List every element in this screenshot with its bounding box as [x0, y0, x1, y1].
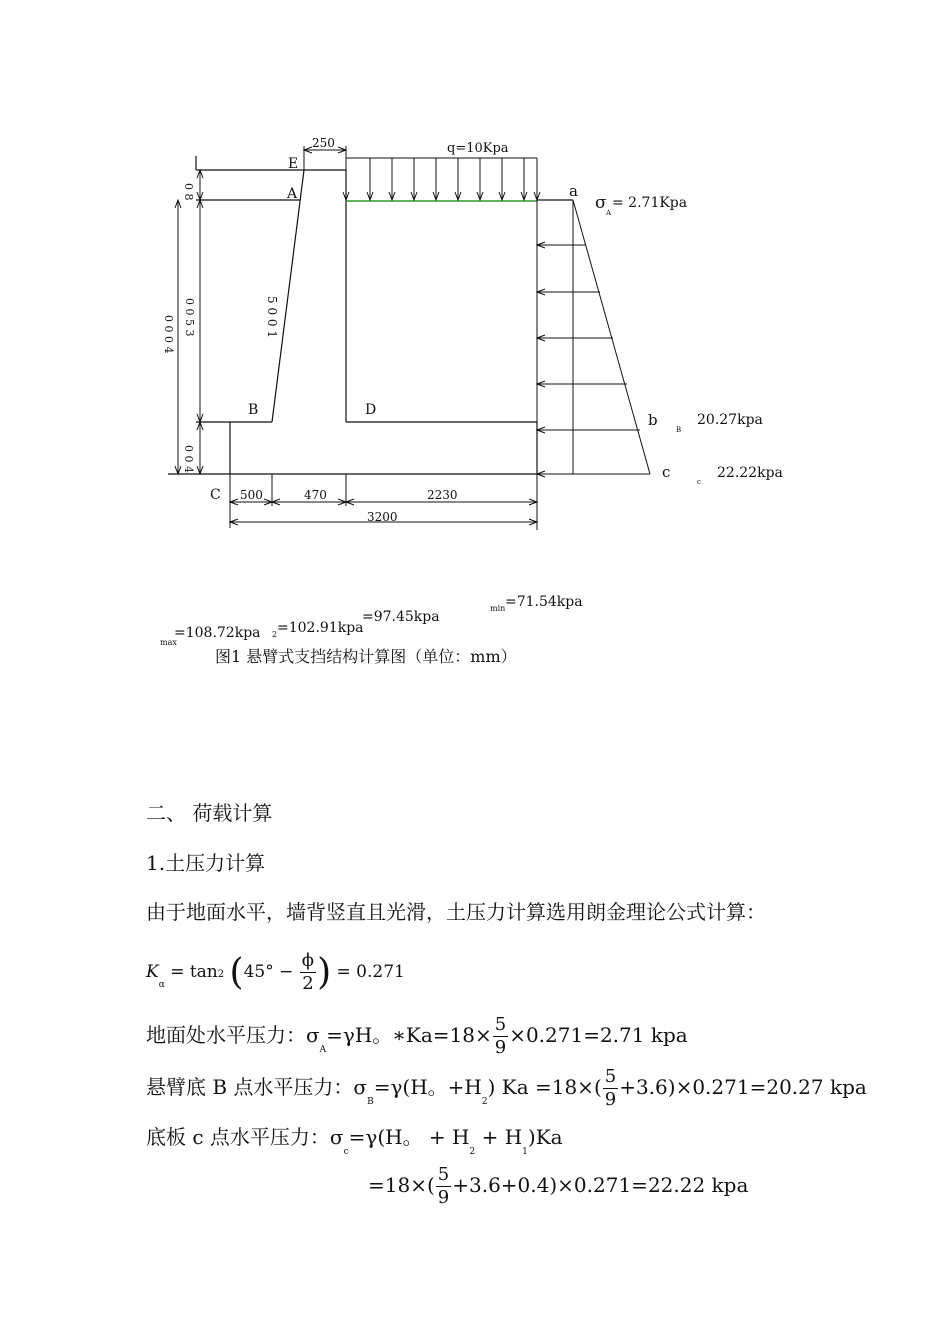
ka-eq: = tan [170, 962, 218, 982]
point-c: c [662, 463, 671, 481]
point-E: E [288, 156, 299, 172]
line-b-sub2: 2 [481, 1097, 488, 1107]
sigma-a-symbol: σ [595, 193, 607, 213]
line-c-expr2: + H [475, 1125, 523, 1149]
pmax-value: =108.72kpa [174, 625, 261, 641]
sigma-a-value: = 2.71Kpa [612, 195, 688, 211]
sigma-b-value: 20.27kpa [697, 412, 763, 428]
intro-paragraph: 由于地面水平，墙背竖直且光滑，土压力计算选用朗金理论公式计算： [146, 900, 766, 924]
line-a-sub: A [319, 1045, 327, 1055]
sigma-b-subscript: B [676, 426, 682, 434]
earth-pressure-diagram [537, 200, 650, 477]
point-A: A [287, 186, 298, 202]
ka-phi-fraction [300, 950, 316, 995]
line-a-num: 5 [494, 1014, 507, 1035]
line-b-sub: B [367, 1097, 374, 1107]
line-b-num: 5 [604, 1066, 617, 1087]
line-b-label: 悬臂底 B 点水平压力： [146, 1075, 354, 1099]
line-c2-fraction [436, 1164, 451, 1209]
line-b-sigma: σ [353, 1075, 368, 1099]
line-c-expr3: )Ka [527, 1125, 563, 1149]
ka-paren-open: ( [229, 952, 244, 993]
ka-formula [146, 950, 405, 995]
ka-result: = 0.271 [336, 962, 405, 982]
line-a-sigma: σ [306, 1023, 320, 1047]
line-c-sub3: 1 [522, 1147, 528, 1157]
dim-left-total: 0 0 0 4 [162, 315, 175, 354]
point-a: a [569, 182, 578, 200]
point-B: B [248, 402, 259, 418]
line-c2-expr2: +3.6+0.4)×0.271=22.22 kpa [452, 1173, 749, 1197]
ka-sup: 2 [217, 969, 225, 980]
dim-2230: 2230 [427, 488, 458, 502]
point-D: D [365, 402, 377, 418]
line-c-expr1: =γ(H。 + H [348, 1125, 470, 1149]
ka-symbol: K [146, 962, 159, 982]
dim-3200: 3200 [367, 510, 398, 524]
ka-paren-close: ) [317, 952, 332, 993]
line-c-label: 底板 c 点水平压力： [146, 1125, 330, 1149]
sigma-c-subscript: c [697, 478, 701, 486]
line-b-expr1: =γ(H。+H [373, 1075, 482, 1099]
line-b-den: 9 [604, 1089, 617, 1110]
pmin-subscript: min [490, 604, 506, 613]
dim-stem: 5 0 0 1 [265, 296, 279, 338]
line-a-expr2: ×0.271=2.71 kpa [509, 1023, 688, 1047]
ka-subscript: α [158, 980, 165, 990]
line-b-expr2: ) Ka =18×( [487, 1075, 602, 1099]
line-a-den: 9 [494, 1037, 507, 1058]
line-c-sigma: σ [329, 1125, 344, 1149]
p3-value: =97.45kpa [362, 609, 440, 625]
ka-angle: 45° − [243, 962, 294, 982]
sigma-a-subscript: A [606, 209, 612, 217]
figure-caption: 图1 悬臂式支挡结构计算图（单位：mm） [215, 647, 517, 666]
section-heading: 二、 荷载计算 [146, 801, 273, 825]
dim-left-main: 0 0 5 3 [183, 298, 196, 337]
line-b-expr3: +3.6)×0.271=20.27 kpa [619, 1075, 867, 1099]
line-a-expr1: =γH。∗Ka=18× [326, 1023, 492, 1047]
dim-left-bottom: 0 0 4 [182, 445, 195, 473]
pmin-value: =71.54kpa [505, 594, 583, 610]
line-c2-expr1: =18×( [368, 1173, 435, 1197]
line-b-fraction [603, 1066, 618, 1111]
line-c2-num: 5 [437, 1164, 450, 1185]
line-sigma-c [146, 1121, 563, 1157]
dim-left-small-top: 0 8 [182, 183, 195, 201]
dim-250: 250 [312, 136, 335, 150]
pmax-subscript: max [160, 638, 177, 647]
dim-470: 470 [304, 488, 327, 502]
line-a-fraction [493, 1014, 508, 1059]
line-c-sub: c [343, 1147, 349, 1157]
wall-outline [168, 156, 573, 474]
dim-500: 500 [240, 488, 263, 502]
line-a-label: 地面处水平压力： [146, 1023, 306, 1047]
line-sigma-a [146, 1014, 688, 1059]
point-C: C [210, 487, 221, 503]
line-c2-den: 9 [437, 1187, 450, 1208]
ka-two: 2 [302, 973, 314, 994]
line-sigma-c-result [368, 1164, 748, 1209]
load-label: q=10Kpa [447, 141, 509, 156]
sigma-c-value: 22.22kpa [717, 465, 783, 481]
point-b: b [648, 411, 658, 429]
p2-value: =102.91kpa [277, 620, 364, 636]
p2-subscript: 2 [272, 630, 278, 639]
ka-phi: ϕ [301, 950, 315, 971]
line-sigma-b [146, 1066, 867, 1111]
subsection-heading: 1.土压力计算 [146, 851, 266, 875]
surface-load-arrows [343, 158, 540, 200]
line-c-sub2: 2 [469, 1147, 476, 1157]
